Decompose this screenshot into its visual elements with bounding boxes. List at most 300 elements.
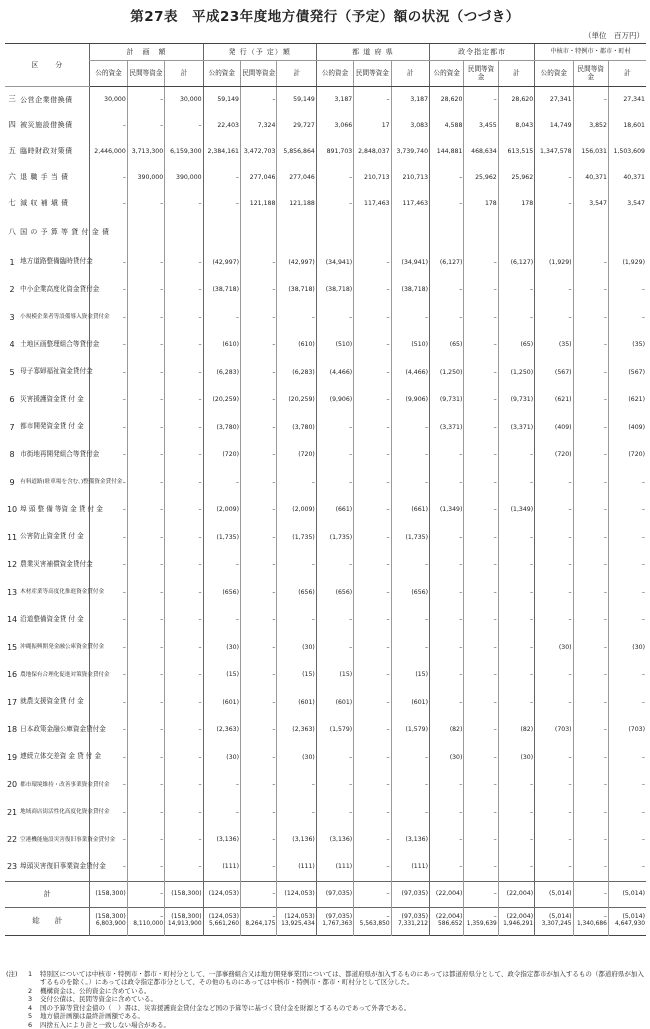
value-cell: – bbox=[354, 524, 391, 552]
row-label: 臨時財政対策債 bbox=[20, 147, 73, 156]
value-cell: (1,579) bbox=[391, 716, 429, 744]
value-cell: – bbox=[90, 359, 127, 387]
value-cell: 390,000 bbox=[127, 165, 164, 191]
value-cell: – bbox=[127, 359, 164, 387]
value-cell: – bbox=[498, 634, 534, 662]
value-cell: – bbox=[127, 496, 164, 524]
value-cell: – bbox=[203, 551, 240, 579]
value-cell: – bbox=[241, 634, 277, 662]
value-cell: – bbox=[391, 441, 429, 469]
value-cell: – bbox=[90, 744, 127, 772]
value-cell: – bbox=[241, 496, 277, 524]
total-value-cell: – bbox=[127, 881, 164, 907]
value-cell: – bbox=[127, 551, 164, 579]
value-cell bbox=[203, 217, 240, 249]
value-cell: 3,455 bbox=[464, 113, 498, 139]
value-cell: 30,000 bbox=[90, 87, 127, 113]
value-cell: – bbox=[90, 771, 127, 799]
value-cell: – bbox=[535, 469, 573, 497]
value-cell: – bbox=[354, 386, 391, 414]
value-cell: – bbox=[277, 469, 316, 497]
grand-total-cell bbox=[90, 907, 127, 935]
value-cell: – bbox=[354, 661, 391, 689]
group-header-issued: 発 行（予 定）額 bbox=[203, 44, 316, 61]
group-header-plan: 計 画 額 bbox=[90, 44, 203, 61]
value-cell: – bbox=[316, 606, 353, 634]
grand-total-cell bbox=[608, 907, 646, 935]
value-cell: – bbox=[165, 799, 203, 827]
value-cell: – bbox=[573, 276, 608, 304]
value-cell: 7,324 bbox=[241, 113, 277, 139]
value-cell: (15) bbox=[277, 661, 316, 689]
value-cell: – bbox=[241, 249, 277, 277]
value-cell: – bbox=[316, 441, 353, 469]
value-cell: – bbox=[90, 661, 127, 689]
note-head bbox=[6, 1021, 28, 1029]
note-text: 地方債計画額は最終計画額である。 bbox=[40, 1012, 144, 1021]
value-cell: – bbox=[573, 496, 608, 524]
row-label: 退 職 手 当 債 bbox=[20, 173, 69, 182]
value-cell: (9,906) bbox=[316, 386, 353, 414]
value-cell: (3,136) bbox=[203, 826, 240, 854]
value-cell: – bbox=[391, 744, 429, 772]
table-row bbox=[5, 191, 646, 217]
value-cell: – bbox=[241, 276, 277, 304]
value-cell: (510) bbox=[316, 331, 353, 359]
value-cell: – bbox=[464, 304, 498, 332]
value-cell: 25,962 bbox=[498, 165, 534, 191]
value-cell: 3,547 bbox=[573, 191, 608, 217]
table-row bbox=[5, 276, 646, 304]
note-item bbox=[6, 1004, 646, 1012]
grand-total-value-top: – bbox=[160, 913, 164, 921]
row-number: 三 bbox=[8, 94, 16, 104]
row-label: 地域商店街活性化高度化資金貸付金 bbox=[20, 809, 110, 816]
value-cell: – bbox=[430, 771, 464, 799]
value-cell: – bbox=[241, 469, 277, 497]
value-cell: 3,066 bbox=[316, 113, 353, 139]
value-cell: (82) bbox=[498, 716, 534, 744]
grand-total-cell bbox=[430, 907, 464, 935]
note-number: 1 bbox=[28, 970, 33, 978]
value-cell: – bbox=[573, 414, 608, 442]
row-number: 12 bbox=[6, 560, 18, 570]
table-row bbox=[5, 551, 646, 579]
grand-total-value-bottom: 7,331,212 bbox=[398, 921, 429, 928]
value-cell: – bbox=[127, 249, 164, 277]
value-cell: – bbox=[127, 87, 164, 113]
value-cell: – bbox=[127, 276, 164, 304]
row-label: 日本政策金融公庫資金貸付金 bbox=[20, 724, 106, 733]
grand-total-value-top: – bbox=[386, 913, 390, 921]
value-cell: – bbox=[535, 799, 573, 827]
value-cell: – bbox=[498, 524, 534, 552]
grand-total-cell bbox=[203, 907, 240, 935]
subheader-cell: 計 bbox=[277, 61, 316, 87]
total-value-cell: – bbox=[573, 881, 608, 907]
value-cell: – bbox=[127, 441, 164, 469]
value-cell: – bbox=[430, 304, 464, 332]
note-head: (注) bbox=[6, 970, 18, 978]
value-cell: – bbox=[464, 276, 498, 304]
value-cell: – bbox=[464, 689, 498, 717]
row-number: 16 bbox=[6, 670, 18, 680]
row-number: 3 bbox=[9, 312, 15, 322]
value-cell: 2,384,161 bbox=[203, 139, 240, 165]
value-cell: – bbox=[573, 304, 608, 332]
value-cell: (2,363) bbox=[277, 716, 316, 744]
value-cell: – bbox=[391, 551, 429, 579]
value-cell bbox=[316, 217, 353, 249]
grand-total-value-top: – bbox=[272, 913, 276, 921]
value-cell: – bbox=[430, 441, 464, 469]
table-row bbox=[5, 469, 646, 497]
value-cell: – bbox=[573, 469, 608, 497]
value-cell: (4,466) bbox=[391, 359, 429, 387]
value-cell: – bbox=[535, 771, 573, 799]
value-cell: – bbox=[354, 854, 391, 882]
value-cell: (567) bbox=[535, 359, 573, 387]
subheader-cell: 民間等資金 bbox=[464, 61, 498, 87]
value-cell: – bbox=[430, 606, 464, 634]
row-label: 中小企業高度化資金貸付金 bbox=[20, 284, 100, 293]
value-cell: – bbox=[354, 414, 391, 442]
value-cell: (15) bbox=[391, 661, 429, 689]
value-cell: – bbox=[498, 579, 534, 607]
row-number: 四 bbox=[8, 120, 16, 130]
group-header-prefecture: 都 道 府 県 bbox=[316, 44, 429, 61]
notes bbox=[6, 970, 646, 1029]
value-cell: – bbox=[277, 606, 316, 634]
value-cell: (42,997) bbox=[203, 249, 240, 277]
value-cell: 613,515 bbox=[498, 139, 534, 165]
row-number: 15 bbox=[6, 642, 18, 652]
value-cell: – bbox=[241, 716, 277, 744]
grand-total-value-top: (5,014) bbox=[622, 913, 645, 921]
row-number: 七 bbox=[8, 198, 16, 208]
row-number: 14 bbox=[6, 615, 18, 625]
grand-total-value-bottom: 4,647,930 bbox=[615, 921, 645, 928]
grand-total-cell bbox=[573, 907, 608, 935]
value-cell: – bbox=[127, 386, 164, 414]
value-cell: – bbox=[391, 771, 429, 799]
value-cell: (38,718) bbox=[316, 276, 353, 304]
value-cell: 3,187 bbox=[391, 87, 429, 113]
value-cell bbox=[165, 217, 203, 249]
value-cell: – bbox=[127, 304, 164, 332]
value-cell: – bbox=[464, 661, 498, 689]
value-cell: (38,718) bbox=[391, 276, 429, 304]
value-cell: 117,463 bbox=[391, 191, 429, 217]
grand-total-value-top: – bbox=[493, 913, 497, 921]
value-cell: 121,188 bbox=[277, 191, 316, 217]
value-cell: – bbox=[241, 386, 277, 414]
subheader-cell: 公的資金 bbox=[203, 61, 240, 87]
value-cell: – bbox=[90, 634, 127, 662]
row-number: 23 bbox=[6, 862, 18, 872]
value-cell: (703) bbox=[535, 716, 573, 744]
value-cell: – bbox=[127, 826, 164, 854]
value-cell: – bbox=[498, 469, 534, 497]
value-cell: (1,349) bbox=[430, 496, 464, 524]
value-cell: – bbox=[464, 359, 498, 387]
value-cell: – bbox=[127, 191, 164, 217]
value-cell: (15) bbox=[203, 661, 240, 689]
row-label: 有料道路(駐車場を含む。)整備資金貸付金 bbox=[20, 479, 123, 486]
grand-total-value-bottom: 1,340,686 bbox=[576, 921, 607, 928]
value-cell: – bbox=[165, 854, 203, 882]
row-number: 六 bbox=[8, 172, 16, 182]
note-number: 2 bbox=[28, 986, 33, 995]
total-value-cell: – bbox=[241, 881, 277, 907]
row-number: 6 bbox=[9, 395, 15, 405]
grand-total-value-bottom: 8,264,175 bbox=[245, 921, 276, 928]
value-cell: – bbox=[90, 386, 127, 414]
subheader-cell: 民間等資金 bbox=[354, 61, 391, 87]
value-cell: 2,848,037 bbox=[354, 139, 391, 165]
value-cell: – bbox=[241, 689, 277, 717]
value-cell: – bbox=[241, 331, 277, 359]
value-cell: (2,009) bbox=[277, 496, 316, 524]
value-cell: 468,634 bbox=[464, 139, 498, 165]
value-cell: (9,731) bbox=[430, 386, 464, 414]
note-text: 国の予算等貸付金債の（ ）書は、災害援護資金貸付金など国の予算等に基づく貸付金を財源とするものであって外書である。 bbox=[40, 1003, 411, 1012]
value-cell: – bbox=[464, 496, 498, 524]
table-row bbox=[5, 689, 646, 717]
value-cell: – bbox=[316, 799, 353, 827]
value-cell: (111) bbox=[203, 854, 240, 882]
value-cell: (38,718) bbox=[203, 276, 240, 304]
value-cell: – bbox=[608, 579, 646, 607]
value-cell: 25,962 bbox=[464, 165, 498, 191]
value-cell: (3,136) bbox=[316, 826, 353, 854]
value-cell: – bbox=[241, 606, 277, 634]
value-cell: 59,149 bbox=[203, 87, 240, 113]
value-cell: – bbox=[535, 524, 573, 552]
value-cell: – bbox=[498, 771, 534, 799]
value-cell: – bbox=[573, 661, 608, 689]
value-cell: – bbox=[535, 661, 573, 689]
value-cell: – bbox=[127, 524, 164, 552]
value-cell: – bbox=[573, 524, 608, 552]
value-cell: – bbox=[535, 304, 573, 332]
value-cell: – bbox=[430, 524, 464, 552]
value-cell: – bbox=[535, 579, 573, 607]
row-label: 国 の 予 算 等 貸 付 金 債 bbox=[20, 228, 110, 237]
row-label: 空港機能施設災害復旧事業資金貸付金 bbox=[20, 836, 116, 843]
value-cell: 117,463 bbox=[354, 191, 391, 217]
value-cell: (1,735) bbox=[277, 524, 316, 552]
value-cell: – bbox=[573, 716, 608, 744]
value-cell: 3,739,740 bbox=[391, 139, 429, 165]
note-text: 特別区については中核市・特例市・都市・町村分として、一部事務組合又は地方開発事業団については、都道府県が加入するものにあっては都道府県分として、政令指定都市が加入するもの（都道府県が加入するものを除く。）にあっては政令指定都市分として、その他のものにあっては中核市・特例市・都市・町村分として区分した。 bbox=[40, 970, 644, 987]
value-cell: (30) bbox=[608, 634, 646, 662]
grand-total-value-top: – bbox=[603, 913, 607, 921]
value-cell: – bbox=[391, 469, 429, 497]
row-label: 土地区画整理組合等貸付金 bbox=[20, 339, 100, 348]
grand-total-value-bottom: 6,803,900 bbox=[95, 921, 126, 928]
value-cell: – bbox=[90, 524, 127, 552]
value-cell: (661) bbox=[316, 496, 353, 524]
row-number: 2 bbox=[9, 285, 15, 295]
value-cell: – bbox=[127, 716, 164, 744]
note-number: 4 bbox=[28, 1003, 33, 1012]
table-row bbox=[5, 799, 646, 827]
value-cell: – bbox=[391, 799, 429, 827]
note-head bbox=[6, 1004, 28, 1012]
value-cell: – bbox=[535, 854, 573, 882]
value-cell: (35) bbox=[535, 331, 573, 359]
value-cell: – bbox=[90, 113, 127, 139]
value-cell: – bbox=[573, 441, 608, 469]
value-cell: – bbox=[573, 771, 608, 799]
value-cell: – bbox=[354, 551, 391, 579]
value-cell: – bbox=[354, 689, 391, 717]
row-label: 減 収 補 塡 債 bbox=[20, 199, 69, 208]
value-cell: – bbox=[430, 469, 464, 497]
row-number: 13 bbox=[6, 587, 18, 597]
value-cell: – bbox=[464, 331, 498, 359]
note-number: 3 bbox=[28, 995, 33, 1004]
value-cell: – bbox=[165, 551, 203, 579]
bond-issuance-table bbox=[5, 43, 646, 936]
grand-total-value-bottom: 1,359,639 bbox=[466, 921, 497, 928]
value-cell: – bbox=[354, 634, 391, 662]
grand-total-value-top: (158,300) bbox=[171, 913, 202, 921]
value-cell: (409) bbox=[608, 414, 646, 442]
value-cell: – bbox=[573, 744, 608, 772]
value-cell: 178 bbox=[464, 191, 498, 217]
value-cell: – bbox=[354, 579, 391, 607]
table-row bbox=[5, 414, 646, 442]
value-cell: (1,349) bbox=[498, 496, 534, 524]
total-label: 計 bbox=[43, 889, 51, 898]
value-cell: – bbox=[277, 551, 316, 579]
table-row bbox=[5, 87, 646, 113]
value-cell: – bbox=[573, 359, 608, 387]
value-cell: (30) bbox=[277, 744, 316, 772]
value-cell: (720) bbox=[203, 441, 240, 469]
value-cell: – bbox=[464, 606, 498, 634]
value-cell: 18,601 bbox=[608, 113, 646, 139]
value-cell: – bbox=[608, 771, 646, 799]
value-cell: (610) bbox=[277, 331, 316, 359]
grand-total-value-top: (5,014) bbox=[549, 913, 572, 921]
value-cell: – bbox=[241, 359, 277, 387]
row-number: 22 bbox=[6, 835, 18, 845]
value-cell: – bbox=[316, 414, 353, 442]
value-cell: 1,503,609 bbox=[608, 139, 646, 165]
grand-total-value-top: (124,053) bbox=[208, 913, 239, 921]
value-cell: 27,341 bbox=[608, 87, 646, 113]
row-label: 公害防止資金貸 付 金 bbox=[20, 532, 84, 541]
value-cell: – bbox=[573, 854, 608, 882]
value-cell: – bbox=[165, 386, 203, 414]
value-cell: (6,283) bbox=[277, 359, 316, 387]
value-cell: – bbox=[90, 716, 127, 744]
note-text: 交付公債は、民間等資金に含めている。 bbox=[40, 995, 157, 1004]
value-cell: – bbox=[498, 606, 534, 634]
value-cell: – bbox=[498, 689, 534, 717]
value-cell: (34,941) bbox=[391, 249, 429, 277]
value-cell: – bbox=[464, 799, 498, 827]
value-cell: – bbox=[430, 689, 464, 717]
table-row bbox=[5, 359, 646, 387]
value-cell: – bbox=[430, 579, 464, 607]
value-cell: – bbox=[354, 716, 391, 744]
value-cell: 210,713 bbox=[354, 165, 391, 191]
grand-total-label: 総 計 bbox=[32, 915, 63, 925]
total-value-cell: – bbox=[354, 881, 391, 907]
table-row bbox=[5, 249, 646, 277]
value-cell: – bbox=[464, 826, 498, 854]
value-cell: – bbox=[127, 744, 164, 772]
value-cell: 22,403 bbox=[203, 113, 240, 139]
value-cell: – bbox=[165, 276, 203, 304]
value-cell: (65) bbox=[498, 331, 534, 359]
kubun-header: 区 分 bbox=[5, 44, 90, 87]
value-cell: – bbox=[608, 496, 646, 524]
value-cell: (656) bbox=[316, 579, 353, 607]
row-number: 19 bbox=[6, 752, 18, 762]
value-cell: (1,250) bbox=[430, 359, 464, 387]
value-cell: (1,579) bbox=[316, 716, 353, 744]
value-cell: – bbox=[354, 331, 391, 359]
value-cell: – bbox=[203, 165, 240, 191]
value-cell: 144,881 bbox=[430, 139, 464, 165]
value-cell: – bbox=[127, 634, 164, 662]
row-number: 21 bbox=[6, 807, 18, 817]
value-cell: – bbox=[90, 689, 127, 717]
value-cell: – bbox=[535, 826, 573, 854]
value-cell: – bbox=[90, 469, 127, 497]
grand-total-value-bottom: 8,110,000 bbox=[133, 921, 164, 928]
value-cell: – bbox=[464, 744, 498, 772]
value-cell: – bbox=[608, 826, 646, 854]
subheader-cell: 計 bbox=[608, 61, 646, 87]
value-cell: – bbox=[90, 331, 127, 359]
value-cell: (20,259) bbox=[203, 386, 240, 414]
value-cell: – bbox=[203, 799, 240, 827]
total-value-cell: – bbox=[464, 881, 498, 907]
value-cell: – bbox=[608, 744, 646, 772]
value-cell: (601) bbox=[277, 689, 316, 717]
row-label: 都市環境維持・改善事業資金貸付金 bbox=[20, 781, 110, 788]
total-value-cell: (158,300) bbox=[90, 881, 127, 907]
value-cell: – bbox=[430, 854, 464, 882]
value-cell: – bbox=[464, 469, 498, 497]
row-label: 埠頭災害復旧事業資金貸付金 bbox=[20, 862, 106, 871]
value-cell: – bbox=[354, 276, 391, 304]
table-row bbox=[5, 579, 646, 607]
value-cell: 28,620 bbox=[498, 87, 534, 113]
value-cell: – bbox=[316, 634, 353, 662]
row-number: 7 bbox=[9, 422, 15, 432]
row-number: 10 bbox=[6, 505, 18, 515]
value-cell: – bbox=[165, 579, 203, 607]
table-row bbox=[5, 331, 646, 359]
row-label: 木材産業等高度化推進資金貸付金 bbox=[20, 589, 105, 596]
value-cell: (4,466) bbox=[316, 359, 353, 387]
value-cell: (567) bbox=[608, 359, 646, 387]
value-cell: 4,588 bbox=[430, 113, 464, 139]
note-item bbox=[6, 1021, 646, 1029]
value-cell: – bbox=[464, 524, 498, 552]
table-row bbox=[5, 139, 646, 165]
table-row bbox=[5, 771, 646, 799]
value-cell: – bbox=[90, 441, 127, 469]
value-cell: – bbox=[498, 551, 534, 579]
